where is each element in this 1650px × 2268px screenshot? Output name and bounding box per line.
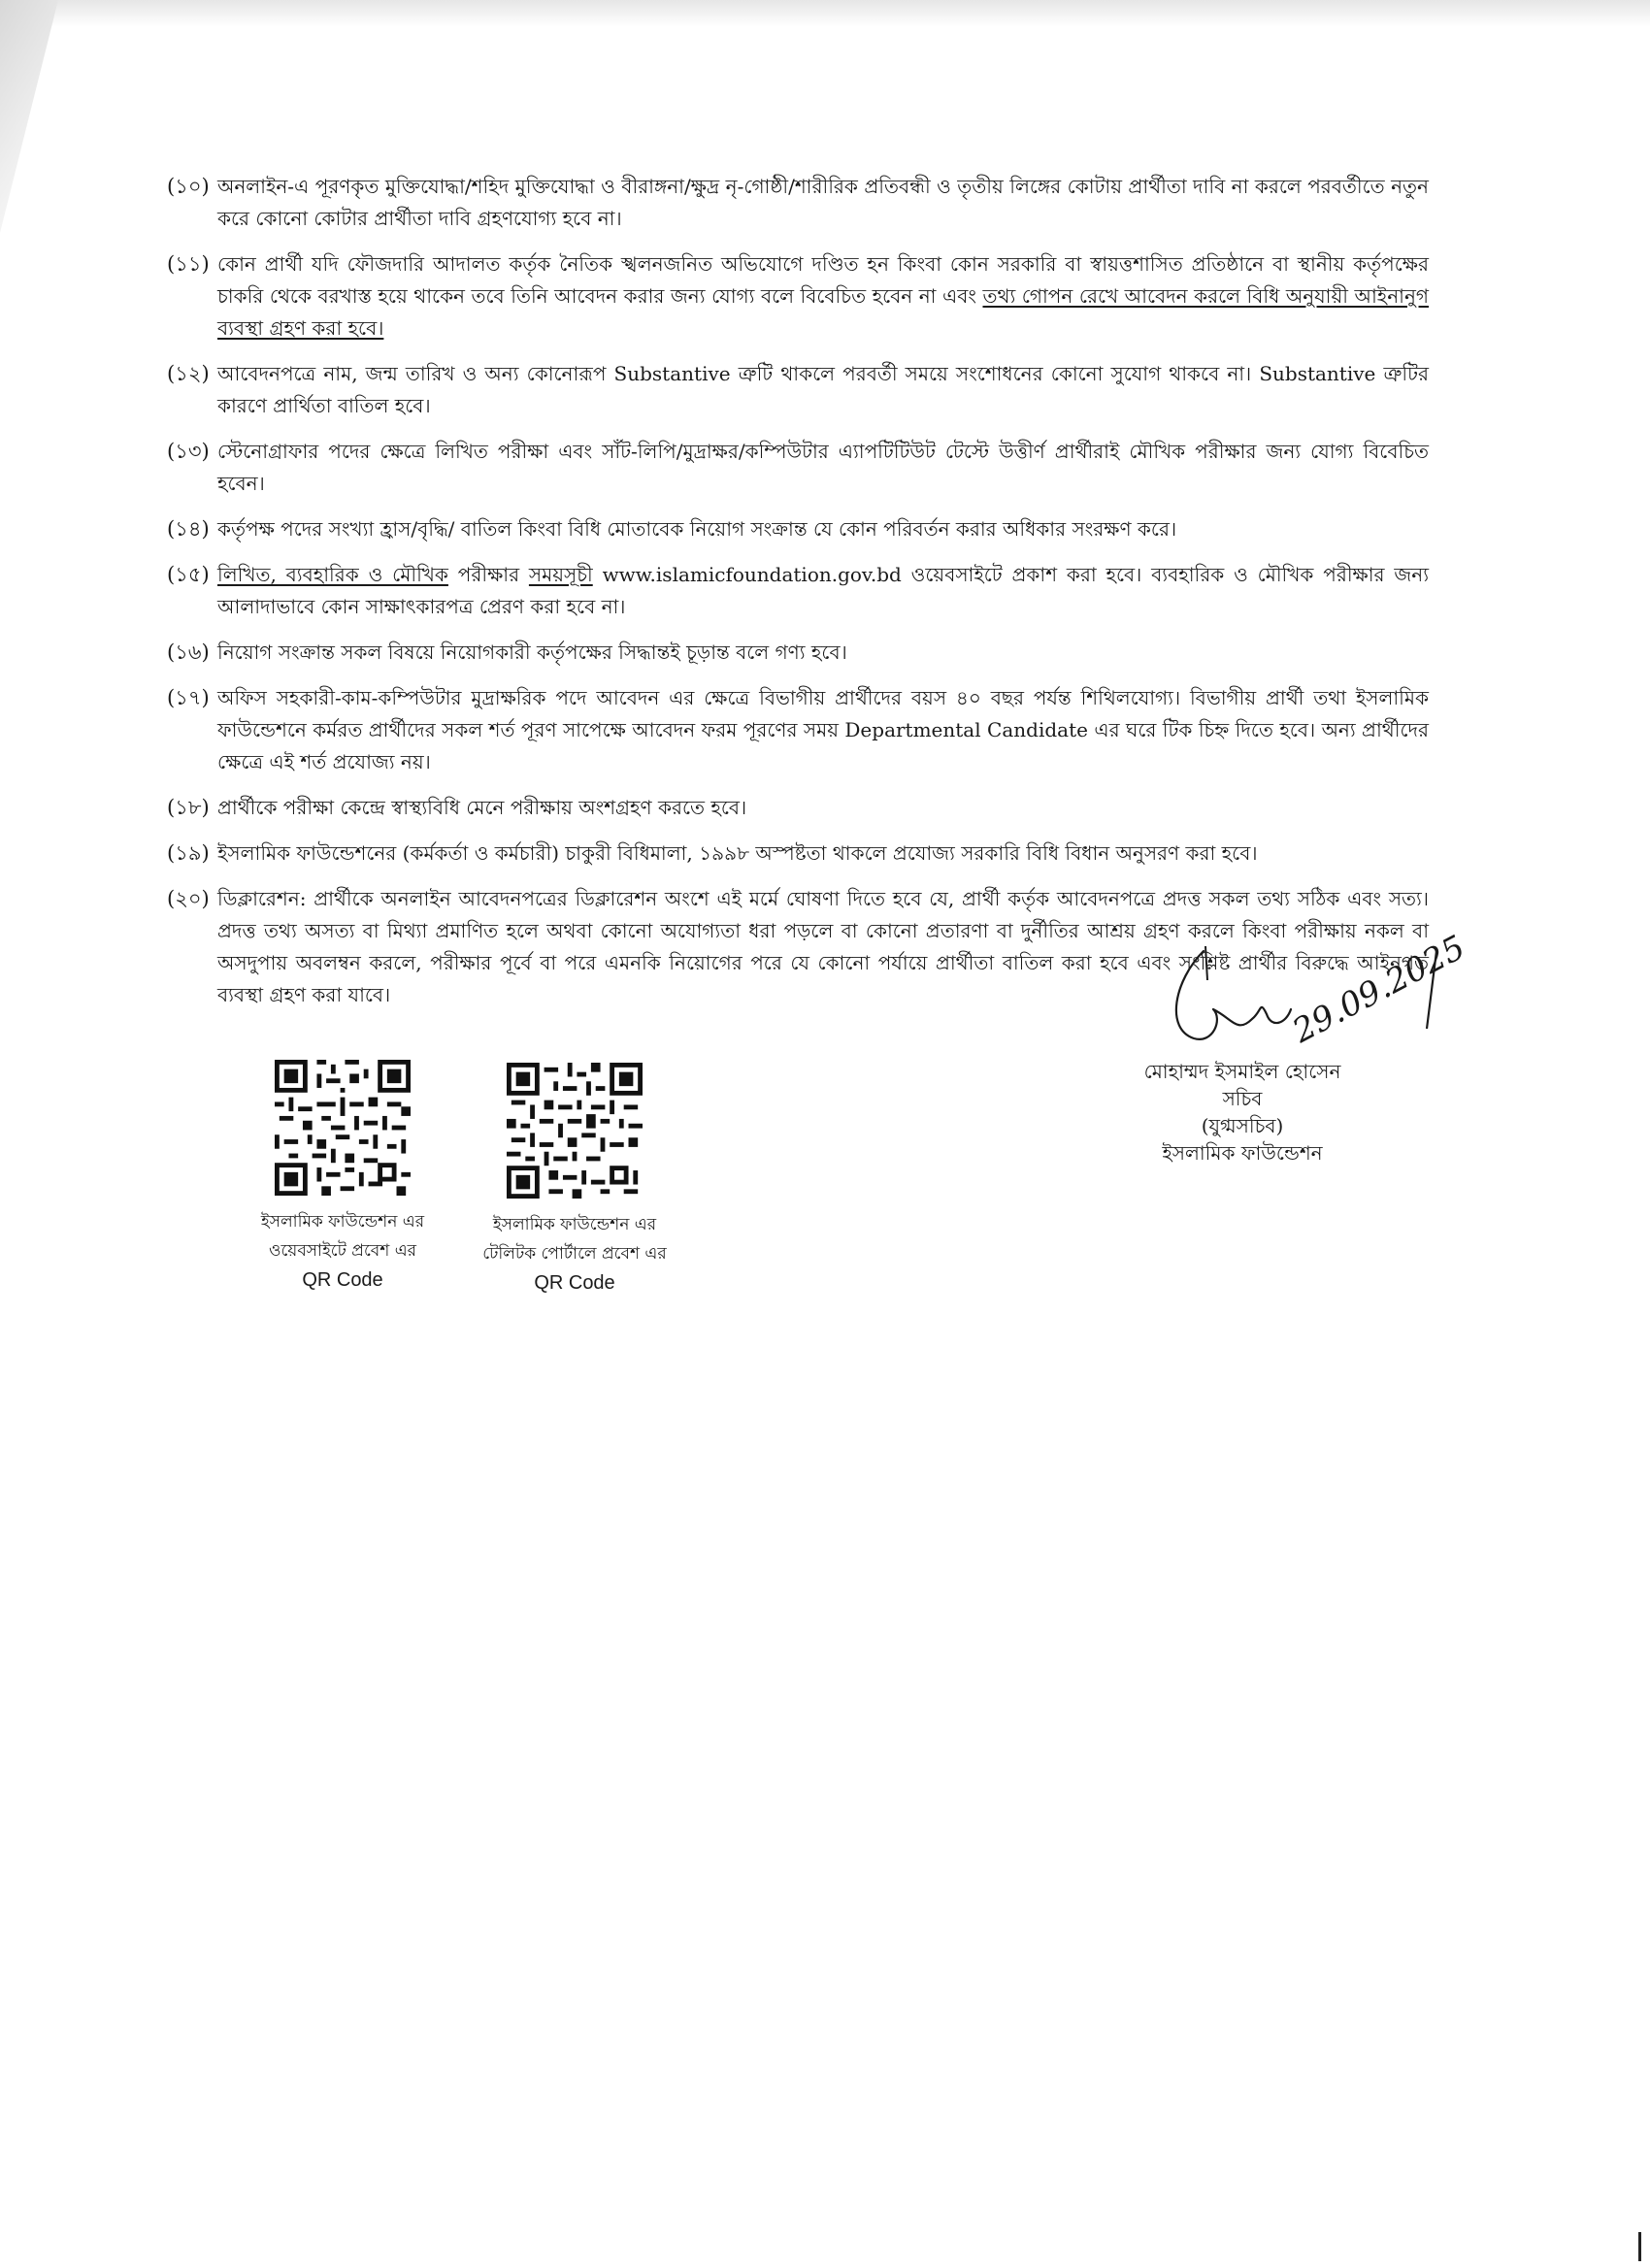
signatory-title: সচিব <box>1222 1087 1263 1110</box>
clause-12 <box>167 358 1429 422</box>
qr-caption-line2: টেলিটক পোর্টালে প্রবেশ এর <box>482 1244 667 1264</box>
clause-text: অফিস সহকারী-কাম-কম্পিউটার মুদ্রাক্ষরিক পদে আবেদন এর ক্ষেত্রে বিভাগীয় প্রার্থীদের বয়স ৪০ বছর পর্যন্ত শিথিলযোগ্য। বিভাগীয় প্রার্থী তথা ইসলামিক ফাউন্ডেশনে কর্মরত প্রার্থীদের সকল শর্ত পূরণ সাপেক্ষে আবেদন ফরম পূরণের সময় Departmental Candidate এর ঘরে টিক চিহ্ন দিতে হবে। অন্য প্রার্থীদের ক্ষেত্রে এই শর্ত প্রযোজ্য নয়। <box>217 686 1429 773</box>
clause-number: (১১) <box>167 252 210 276</box>
page-top-edge <box>0 0 1650 27</box>
clause-text: প্রার্থীকে পরীক্ষা কেন্দ্রে স্বাস্থ্যবিধি মেনে পরীক্ষায় অংশগ্রহণ করতে হবে। <box>217 796 747 819</box>
qr-code-icon[interactable] <box>507 1063 643 1199</box>
qr-caption-line1: ইসলামিক ফাউন্ডেশন এর <box>492 1215 657 1234</box>
clause-number: (১৮) <box>167 796 210 819</box>
clause-10 <box>167 171 1429 235</box>
clause-text: ইসলামিক ফাউন্ডেশনের (কর্মকর্তা ও কর্মচারী) চাকুরী বিধিমালা, ১৯৯৮ অস্পষ্টতা থাকলে প্রযোজ্য সরকারি বিধি বিধান অনুসরণ করা হবে। <box>217 841 1258 865</box>
folded-corner <box>0 0 58 233</box>
handwritten-signature <box>1145 922 1475 1068</box>
page-edge-mark <box>1638 2232 1641 2261</box>
clause-text: স্টেনোগ্রাফার পদের ক্ষেত্রে লিখিত পরীক্ষা এবং সাঁট-লিপি/মুদ্রাক্ষর/কম্পিউটার এ্যাপটিটিউট টেস্টে উত্তীর্ণ প্রার্থীরাই মৌখিক পরীক্ষার জন্য যোগ্য বিবেচিত হবেন। <box>217 440 1429 495</box>
qr-teletalk <box>468 1063 681 1298</box>
clause-13 <box>167 436 1429 500</box>
clause-text: কর্তৃপক্ষ পদের সংখ্যা হ্রাস/বৃদ্ধি/ বাতিল কিংবা বিধি মোতাবেক নিয়োগ সংক্রান্ত যে কোন পরিবর্তন করার অধিকার সংরক্ষণ করে। <box>217 517 1177 541</box>
clause-14 <box>167 513 1429 545</box>
signatory-block <box>1097 1058 1388 1167</box>
clause-text-underlined-2: সময়সূচী <box>528 563 593 586</box>
clause-text-underlined: তথ্য গোপন রেখে আবেদন করলে বিধি অনুযায়ী আইনানুগ ব্যবস্থা গ্রহণ করা হবে। <box>217 284 1429 340</box>
clause-number: (১৩) <box>167 440 210 463</box>
signatory-name: মোহাম্মদ ইসমাইল হোসেন <box>1143 1060 1341 1083</box>
qr-website <box>236 1060 449 1295</box>
clause-number: (১০) <box>167 175 210 198</box>
clause-text: নিয়োগ সংক্রান্ত সকল বিষয়ে নিয়োগকারী কর্তৃপক্ষের সিদ্ধান্তই চূড়ান্ত বলে গণ্য হবে। <box>217 641 847 664</box>
clause-text: আবেদনপত্রে নাম, জন্ম তারিখ ও অন্য কোনোরূপ Substantive ত্রুটি থাকলে পরবর্তী সময়ে সংশোধনের কোনো সুযোগ থাকবে না। Substantive ত্রুটির কারণে প্রার্থিতা বাতিল হবে। <box>217 362 1429 417</box>
qr-caption-line2: ওয়েবসাইটে প্রবেশ এর <box>268 1241 417 1261</box>
clause-text-wrap <box>217 559 1429 623</box>
signature-date: 29.09.2025 <box>1286 928 1472 1051</box>
qr-caption-line1: ইসলামিক ফাউন্ডেশন এর <box>260 1212 425 1232</box>
qr-code-icon[interactable] <box>275 1060 411 1196</box>
qr-label: QR Code <box>534 1272 615 1294</box>
clause-11 <box>167 248 1429 345</box>
clause-text: ডিক্লারেশন: প্রার্থীকে অনলাইন আবেদনপত্রের ডিক্লারেশন অংশে এই মর্মে ঘোষণা দিতে হবে যে, প্রার্থী কর্তৃক আবেদনপত্রে প্রদত্ত সকল তথ্য সঠিক এবং সত্য। প্রদত্ত তথ্য অসত্য বা মিথ্যা প্রমাণিত হলে অথবা কোনো অযোগ্যতা ধরা পড়লে বা কোনো প্রতারণা বা দুর্নীতির আশ্রয় গ্রহণ করলে কিংবা পরীক্ষায় নকল বা অসদুপায় অবলম্বন করলে, পরীক্ষার পূর্বে বা পরে এমনকি নিয়োগের পরে যে কোনো পর্যায়ে প্রার্থীতা বাতিল করা হবে এবং সংশ্লিষ্ট প্রার্থীর বিরুদ্ধে আইনগত ব্যবস্থা গ্রহণ করা যাবে। <box>217 887 1429 1006</box>
clause-text-underlined: লিখিত, ব্যবহারিক ও মৌখিক <box>217 563 448 586</box>
clause-number: (১৭) <box>167 686 210 709</box>
clause-15 <box>167 559 1429 623</box>
clause-number: (১৪) <box>167 517 210 541</box>
clause-number: (১৬) <box>167 641 210 664</box>
clauses-list <box>167 171 1429 1025</box>
signatory-organization: ইসলামিক ফাউন্ডেশন <box>1162 1141 1323 1165</box>
clause-text-wrap <box>217 248 1429 345</box>
signatory-rank: (যুগ্মসচিব) <box>1201 1114 1284 1137</box>
clause-17 <box>167 682 1429 778</box>
clause-number: (১২) <box>167 362 210 385</box>
clause-text: কোন প্রার্থী যদি ফৌজদারি আদালত কর্তৃক নৈতিক স্খলনজনিত অভিযোগে দণ্ডিত হন কিংবা কোন সরকারি বা স্বায়ত্তশাসিত প্রতিষ্ঠানে বা স্থানীয় কর্তৃপক্ষের চাকরি থেকে বরখাস্ত হয়ে থাকেন তবে তিনি আবেদন করার জন্য যোগ্য বলে বিবেচিত হবেন না এবং <box>217 252 1429 308</box>
clause-number: (১৫) <box>167 563 210 586</box>
clause-number: (১৯) <box>167 841 210 865</box>
clause-16 <box>167 637 1429 669</box>
clause-text: অনলাইন-এ পূরণকৃত মুক্তিযোদ্ধা/শহিদ মুক্তিযোদ্ধা ও বীরাঙ্গনা/ক্ষুদ্র নৃ-গোষ্ঠী/শারীরিক প্রতিবন্ধী ও তৃতীয় লিঙ্গের কোটায় প্রার্থীতা দাবি না করলে পরবর্তীতে নতুন করে কোনো কোটার প্রার্থীতা দাবি গ্রহণযোগ্য হবে না। <box>217 175 1429 230</box>
qr-label: QR Code <box>302 1269 383 1291</box>
clause-number: (২০) <box>167 887 210 910</box>
clause-19 <box>167 838 1429 870</box>
clause-text: www.islamicfoundation.gov.bd ওয়েবসাইটে প্রকাশ করা হবে। ব্যবহারিক ও মৌখিক পরীক্ষার জন্য আলাদাভাবে কোন সাক্ষাৎকারপত্র প্রেরণ করা হবে না। <box>217 563 1430 618</box>
clause-text-middle: পরীক্ষার <box>447 563 529 586</box>
clause-18 <box>167 792 1429 824</box>
